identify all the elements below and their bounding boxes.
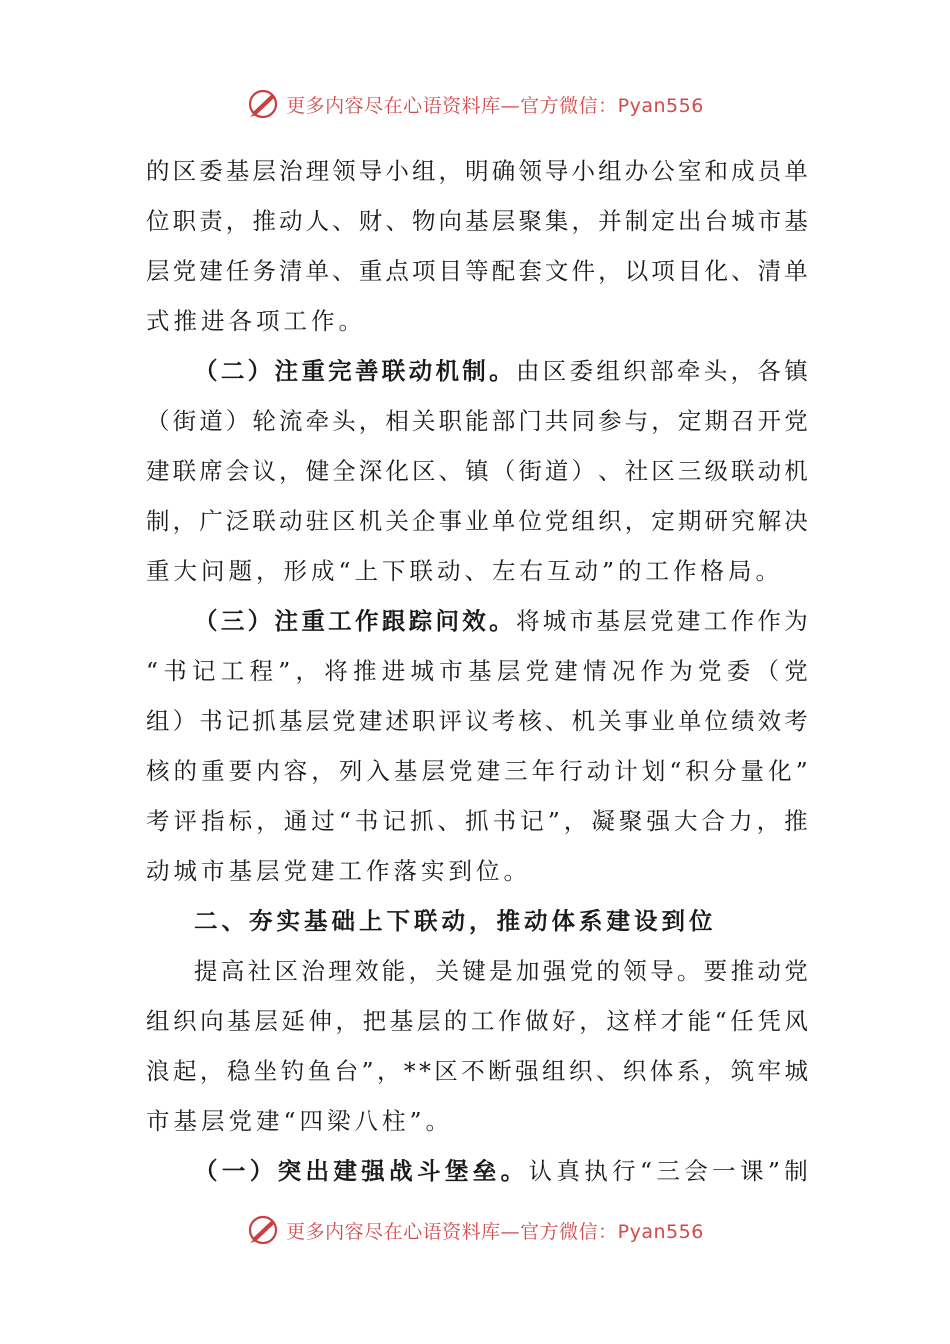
text-line: 重大问题，形成“上下联动、左右互动”的工作格局。 [146,557,784,585]
text-line: 位 职 责 ， 推 动 人 、 财 、 物 向 基 层 聚 集 ， 并 制 定 出 台 城 市 基 [146,207,808,235]
document-body [146,146,808,1196]
text-line: 市基层党建“四梁八柱”。 [146,1107,454,1135]
text-line: 组 织 向 基 层 延 伸 ， 把 基 层 的 工 作 做 好 ， 这 样 才 能 “ 任 凭 风 [146,1007,808,1035]
text-line: 考 评 指 标 ， 通 过 “ 书 记 抓 、 抓 书 记 ” ， 凝 聚 强 大 合 力 ， 推 [146,807,808,835]
text-line: 组 ） 书 记 抓 基 层 党 建 述 职 评 议 考 核 、 机 关 事 业 单 位 绩 效 考 [146,707,808,735]
text-line: 式推进各项工作。 [146,307,366,335]
text-line: 核 的 重 要 内 容 ， 列 入 基 层 党 建 三 年 行 动 计 划 “ 积 分 量 化 ” [146,757,808,785]
subheading-line: （ 二 ） 注 重 完 善 联 动 机 制 。 由 区 委 组 织 部 牵 头 ， 各 镇 [194,357,808,385]
subheading-line: （ 三 ） 注 重 工 作 跟 踪 问 效 。 将 城 市 基 层 党 建 工 作 作 为 [194,607,808,635]
pen-logo-icon [246,87,280,121]
pen-logo-icon [246,1213,280,1247]
text-line: “ 书 记 工 程 ” ， 将 推 进 城 市 基 层 党 建 情 况 作 为 党 委 （ 党 [146,657,808,685]
watermark-footer [0,1210,950,1250]
text-line: 制 ， 广 泛 联 动 驻 区 机 关 企 事 业 单 位 党 组 织 ， 定 期 研 究 解 决 [146,507,808,535]
text-line: （ 街 道 ） 轮 流 牵 头 ， 相 关 职 能 部 门 共 同 参 与 ， 定 期 召 开 党 [146,407,808,435]
text-line: 的 区 委 基 层 治 理 领 导 小 组 ， 明 确 领 导 小 组 办 公 室 和 成 员 单 [146,157,808,185]
subheading-line: （ 一 ） 突 出 建 强 战 斗 堡 垒 。 认 真 执 行 “ 三 会 一 课 ” 制 [194,1157,808,1185]
watermark-header [0,84,950,124]
text-line: 提 高 社 区 治 理 效 能 ， 关 键 是 加 强 党 的 领 导 。 要 推 动 党 [194,957,808,985]
section-heading: 二、夯实基础上下联动，推动体系建设到位 [194,907,717,935]
watermark-text: 更多内容尽在心语资料库—官方微信：Pyan556 [286,94,704,117]
text-line: 动城市基层党建工作落实到位。 [146,857,531,885]
text-line: 建 联 席 会 议 ， 健 全 深 化 区 、 镇 （ 街 道 ） 、 社 区 三 级 联 动 机 [146,457,808,485]
watermark-text: 更多内容尽在心语资料库—官方微信：Pyan556 [286,1220,704,1243]
text-line: 层 党 建 任 务 清 单 、 重 点 项 目 等 配 套 文 件 ， 以 项 目 化 、 清 单 [146,257,808,285]
text-line: 浪 起 ， 稳 坐 钓 鱼 台 ” ， * * 区 不 断 强 组 织 、 织 体 系 ， 筑 牢 城 [146,1057,808,1085]
